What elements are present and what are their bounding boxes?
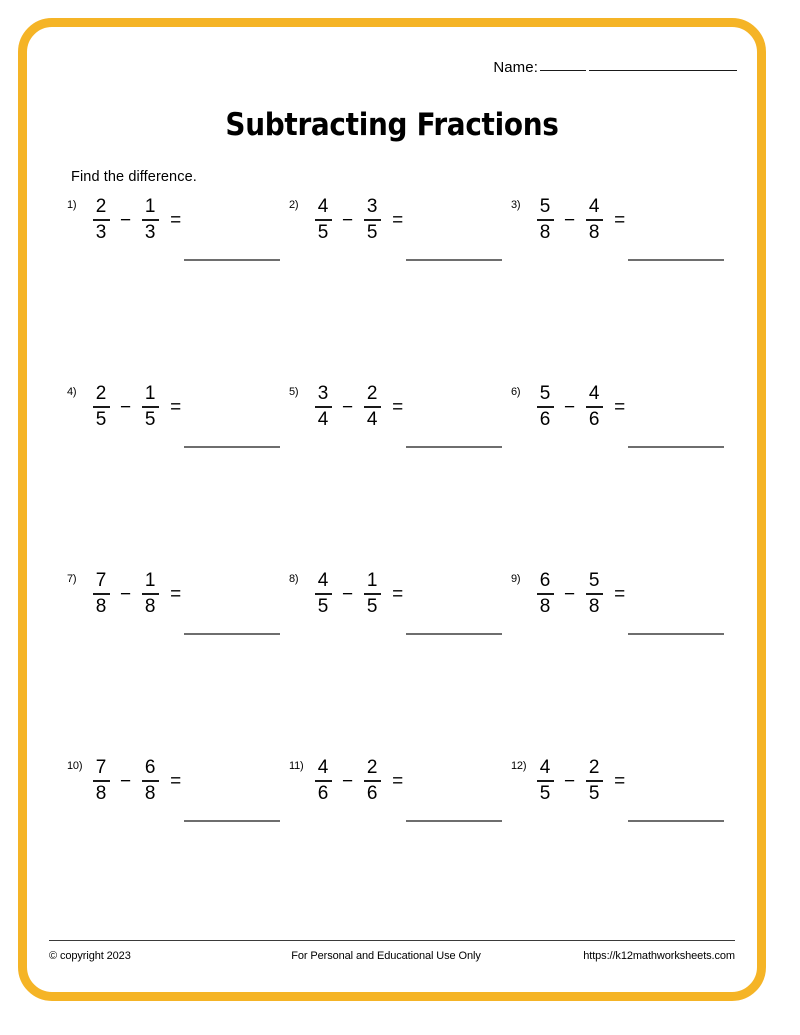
- minus-operator: −: [120, 210, 132, 232]
- problem-expression: [311, 571, 403, 617]
- problem-number: 12): [511, 760, 527, 772]
- fraction-second: [582, 197, 606, 243]
- footer-text-row: [49, 950, 735, 962]
- problem-number: 3): [511, 199, 521, 211]
- problem-number: 5): [289, 386, 299, 398]
- denominator: 8: [539, 595, 551, 617]
- fraction-first: [533, 571, 557, 617]
- equals-operator: =: [614, 771, 626, 793]
- numerator: 3: [317, 383, 329, 404]
- denominator: 8: [144, 782, 156, 804]
- numerator: 2: [366, 757, 378, 778]
- problem-number: 4): [67, 386, 77, 398]
- fraction-second: [582, 384, 606, 430]
- denominator: 5: [317, 595, 329, 617]
- denominator: 6: [588, 408, 600, 430]
- equals-operator: =: [170, 771, 182, 793]
- problem-expression: [533, 758, 625, 804]
- fraction-second: [582, 571, 606, 617]
- numerator: 1: [144, 570, 156, 591]
- answer-blank[interactable]: [184, 820, 280, 822]
- footer: [49, 940, 735, 962]
- equals-operator: =: [170, 397, 182, 419]
- fraction-bar-icon: [364, 406, 381, 408]
- problem-expression: [311, 384, 403, 430]
- fraction-first: [533, 384, 557, 430]
- denominator: 8: [588, 595, 600, 617]
- numerator: 1: [366, 570, 378, 591]
- fraction-bar-icon: [537, 406, 554, 408]
- fraction-bar-icon: [537, 219, 554, 221]
- instruction-text: Find the difference.: [71, 169, 197, 185]
- equals-operator: =: [614, 397, 626, 419]
- denominator: 4: [317, 408, 329, 430]
- answer-blank[interactable]: [628, 820, 724, 822]
- denominator: 4: [366, 408, 378, 430]
- minus-operator: −: [120, 397, 132, 419]
- numerator: 2: [588, 757, 600, 778]
- denominator: 6: [317, 782, 329, 804]
- numerator: 1: [144, 383, 156, 404]
- fraction-bar-icon: [586, 406, 603, 408]
- denominator: 5: [588, 782, 600, 804]
- numerator: 4: [588, 196, 600, 217]
- fraction-bar-icon: [93, 593, 110, 595]
- denominator: 5: [317, 221, 329, 243]
- fraction-second: [360, 197, 384, 243]
- denominator: 3: [95, 221, 107, 243]
- minus-operator: −: [564, 771, 576, 793]
- worksheet-content: [27, 27, 757, 992]
- fraction-bar-icon: [315, 593, 332, 595]
- problem-number: 11): [289, 760, 304, 772]
- answer-blank[interactable]: [628, 259, 724, 261]
- fraction-second: [360, 384, 384, 430]
- answer-blank[interactable]: [406, 446, 502, 448]
- numerator: 6: [144, 757, 156, 778]
- problem-expression: [533, 571, 625, 617]
- numerator: 5: [539, 196, 551, 217]
- problem-11: [289, 754, 511, 941]
- fraction-first: [89, 384, 113, 430]
- numerator: 7: [95, 757, 107, 778]
- denominator: 8: [539, 221, 551, 243]
- equals-operator: =: [392, 210, 404, 232]
- footer-copyright: © copyright 2023: [49, 950, 131, 962]
- equals-operator: =: [392, 397, 404, 419]
- numerator: 2: [95, 383, 107, 404]
- footer-divider: [49, 940, 735, 941]
- answer-blank[interactable]: [628, 633, 724, 635]
- footer-url[interactable]: https://k12mathworksheets.com: [583, 950, 735, 962]
- problem-row: [67, 754, 735, 941]
- answer-blank[interactable]: [628, 446, 724, 448]
- problem-3: [511, 193, 733, 380]
- numerator: 4: [317, 570, 329, 591]
- problem-8: [289, 567, 511, 754]
- equals-operator: =: [170, 584, 182, 606]
- problem-number: 7): [67, 573, 77, 585]
- fraction-bar-icon: [586, 593, 603, 595]
- fraction-bar-icon: [142, 406, 159, 408]
- name-field[interactable]: [493, 59, 737, 76]
- problem-expression: [89, 758, 181, 804]
- fraction-first: [89, 197, 113, 243]
- problem-number: 1): [67, 199, 77, 211]
- equals-operator: =: [392, 584, 404, 606]
- fraction-first: [89, 758, 113, 804]
- denominator: 6: [539, 408, 551, 430]
- denominator: 6: [366, 782, 378, 804]
- denominator: 5: [366, 221, 378, 243]
- problem-grid: [67, 193, 735, 941]
- fraction-bar-icon: [142, 780, 159, 782]
- fraction-second: [138, 571, 162, 617]
- denominator: 5: [95, 408, 107, 430]
- problem-2: [289, 193, 511, 380]
- footer-usage-notice: For Personal and Educational Use Only: [291, 950, 481, 962]
- fraction-second: [360, 758, 384, 804]
- name-write-line-left[interactable]: [540, 70, 586, 71]
- problem-6: [511, 380, 733, 567]
- denominator: 8: [95, 782, 107, 804]
- fraction-first: [533, 758, 557, 804]
- fraction-bar-icon: [315, 780, 332, 782]
- minus-operator: −: [120, 771, 132, 793]
- numerator: 4: [539, 757, 551, 778]
- fraction-first: [533, 197, 557, 243]
- fraction-second: [138, 758, 162, 804]
- problem-expression: [311, 758, 403, 804]
- numerator: 2: [366, 383, 378, 404]
- problem-number: 6): [511, 386, 521, 398]
- page-title: Subtracting Fractions: [225, 107, 559, 143]
- fraction-bar-icon: [364, 780, 381, 782]
- numerator: 2: [95, 196, 107, 217]
- problem-number: 10): [67, 760, 83, 772]
- fraction-bar-icon: [586, 780, 603, 782]
- answer-blank[interactable]: [406, 820, 502, 822]
- fraction-second: [138, 384, 162, 430]
- problem-10: [67, 754, 289, 941]
- problem-expression: [533, 197, 625, 243]
- fraction-bar-icon: [364, 219, 381, 221]
- answer-blank[interactable]: [184, 259, 280, 261]
- problem-expression: [89, 197, 181, 243]
- minus-operator: −: [342, 584, 354, 606]
- fraction-bar-icon: [364, 593, 381, 595]
- numerator: 4: [317, 196, 329, 217]
- fraction-bar-icon: [537, 593, 554, 595]
- problem-number: 8): [289, 573, 299, 585]
- fraction-bar-icon: [142, 593, 159, 595]
- fraction-bar-icon: [315, 219, 332, 221]
- problem-expression: [89, 384, 181, 430]
- problem-expression: [311, 197, 403, 243]
- equals-operator: =: [614, 584, 626, 606]
- denominator: 8: [144, 595, 156, 617]
- worksheet-page: [18, 18, 766, 1001]
- minus-operator: −: [342, 210, 354, 232]
- fraction-first: [311, 197, 335, 243]
- minus-operator: −: [120, 584, 132, 606]
- fraction-bar-icon: [93, 406, 110, 408]
- problem-7: [67, 567, 289, 754]
- denominator: 3: [144, 221, 156, 243]
- name-write-line-right[interactable]: [589, 70, 737, 71]
- minus-operator: −: [564, 210, 576, 232]
- fraction-bar-icon: [586, 219, 603, 221]
- minus-operator: −: [342, 771, 354, 793]
- problem-expression: [89, 571, 181, 617]
- problem-5: [289, 380, 511, 567]
- equals-operator: =: [392, 771, 404, 793]
- problem-4: [67, 380, 289, 567]
- fraction-first: [89, 571, 113, 617]
- fraction-bar-icon: [315, 406, 332, 408]
- denominator: 8: [95, 595, 107, 617]
- problem-row: [67, 193, 735, 380]
- answer-blank[interactable]: [184, 446, 280, 448]
- fraction-second: [582, 758, 606, 804]
- name-label: Name:: [493, 59, 538, 76]
- numerator: 5: [588, 570, 600, 591]
- problem-number: 2): [289, 199, 299, 211]
- denominator: 5: [366, 595, 378, 617]
- problem-expression: [533, 384, 625, 430]
- problem-row: [67, 567, 735, 754]
- fraction-bar-icon: [537, 780, 554, 782]
- fraction-bar-icon: [93, 780, 110, 782]
- numerator: 5: [539, 383, 551, 404]
- numerator: 1: [144, 196, 156, 217]
- fraction-second: [138, 197, 162, 243]
- numerator: 7: [95, 570, 107, 591]
- fraction-first: [311, 571, 335, 617]
- answer-blank[interactable]: [406, 633, 502, 635]
- numerator: 4: [588, 383, 600, 404]
- fraction-bar-icon: [93, 219, 110, 221]
- fraction-first: [311, 384, 335, 430]
- numerator: 3: [366, 196, 378, 217]
- answer-blank[interactable]: [406, 259, 502, 261]
- fraction-second: [360, 571, 384, 617]
- equals-operator: =: [170, 210, 182, 232]
- numerator: 4: [317, 757, 329, 778]
- problem-number: 9): [511, 573, 521, 585]
- denominator: 5: [144, 408, 156, 430]
- answer-blank[interactable]: [184, 633, 280, 635]
- denominator: 5: [539, 782, 551, 804]
- minus-operator: −: [342, 397, 354, 419]
- denominator: 8: [588, 221, 600, 243]
- minus-operator: −: [564, 397, 576, 419]
- problem-1: [67, 193, 289, 380]
- problem-12: [511, 754, 733, 941]
- equals-operator: =: [614, 210, 626, 232]
- numerator: 6: [539, 570, 551, 591]
- fraction-bar-icon: [142, 219, 159, 221]
- fraction-first: [311, 758, 335, 804]
- problem-row: [67, 380, 735, 567]
- problem-9: [511, 567, 733, 754]
- minus-operator: −: [564, 584, 576, 606]
